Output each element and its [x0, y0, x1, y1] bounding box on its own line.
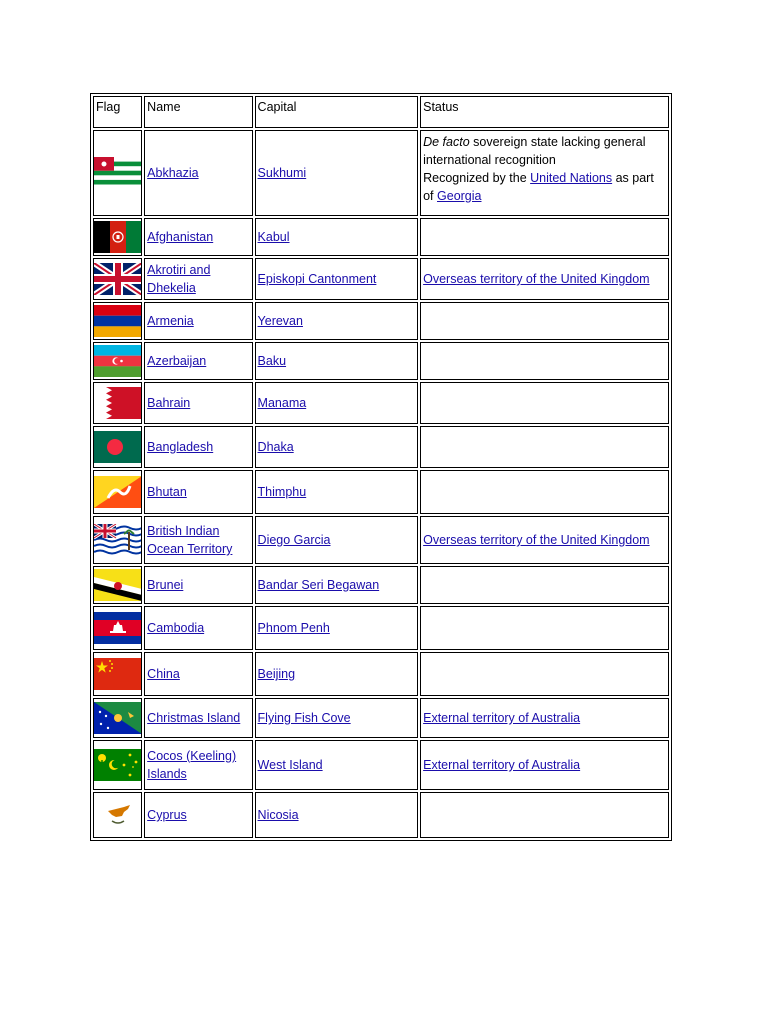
flag-cell: [93, 792, 142, 838]
table-row: [93, 342, 669, 380]
name-cell: [144, 792, 252, 838]
capital-cell: [255, 740, 419, 790]
table-row: [93, 382, 669, 424]
brunei-flag-icon: [94, 569, 142, 601]
status-cell: [420, 470, 669, 514]
status-cell: [420, 606, 669, 650]
header-status: Status: [420, 96, 669, 128]
table-row: [93, 516, 669, 564]
capital-link[interactable]: Dhaka: [257, 440, 294, 454]
capital-link[interactable]: Baku: [257, 354, 287, 368]
table-row: [93, 302, 669, 340]
capital-link[interactable]: Beijing: [257, 667, 296, 681]
capital-cell: [255, 652, 419, 696]
country-link[interactable]: Armenia: [147, 314, 194, 328]
capital-link[interactable]: Diego Garcia: [257, 533, 331, 547]
table-row: [93, 426, 669, 468]
name-cell: [144, 218, 252, 256]
country-link[interactable]: Cyprus: [147, 808, 187, 822]
header-capital: Capital: [255, 96, 419, 128]
flag-cell: [93, 342, 142, 380]
header-name: Name: [144, 96, 252, 128]
header-flag: Flag: [93, 96, 142, 128]
country-link[interactable]: Bhutan: [147, 485, 187, 499]
abkhazia-flag-icon: [94, 157, 142, 189]
flag-cell: [93, 258, 142, 300]
capital-cell: [255, 516, 419, 564]
status-cell: [420, 792, 669, 838]
country-link[interactable]: British Indian Ocean Territory: [147, 524, 233, 556]
flag-cell: [93, 516, 142, 564]
table-row: [93, 740, 669, 790]
capital-cell: [255, 566, 419, 604]
flag-cell: [93, 740, 142, 790]
flag-cell: [93, 698, 142, 738]
capital-link[interactable]: West Island: [257, 758, 323, 772]
bangladesh-flag-icon: [94, 431, 142, 463]
name-cell: [144, 382, 252, 424]
capital-cell: [255, 130, 419, 216]
flag-cell: [93, 218, 142, 256]
header-row: [93, 96, 669, 128]
flag-cell: [93, 470, 142, 514]
status-cell: [420, 302, 669, 340]
status-link[interactable]: Overseas territory of the United Kingdom: [423, 533, 650, 547]
status-cell: [420, 740, 669, 790]
status-cell: [420, 342, 669, 380]
status-cell: [420, 218, 669, 256]
armenia-flag-icon: [94, 305, 142, 337]
capital-link[interactable]: Thimphu: [257, 485, 307, 499]
country-link[interactable]: Bahrain: [147, 396, 191, 410]
name-cell: [144, 426, 252, 468]
countries-table: [90, 93, 672, 841]
capital-link[interactable]: Episkopi Cantonment: [257, 272, 377, 286]
table-row: [93, 606, 669, 650]
status-link[interactable]: External territory of Australia: [423, 758, 581, 772]
flag-cell: [93, 606, 142, 650]
name-cell: [144, 516, 252, 564]
cyprus-flag-icon: [94, 799, 142, 831]
table-row: [93, 698, 669, 738]
table-row: [93, 792, 669, 838]
country-link[interactable]: Azerbaijan: [147, 354, 207, 368]
azerbaijan-flag-icon: [94, 345, 142, 377]
uk-flag-icon: [94, 263, 142, 295]
name-cell: [144, 698, 252, 738]
capital-cell: [255, 382, 419, 424]
name-cell: [144, 566, 252, 604]
flag-cell: [93, 130, 142, 216]
flag-cell: [93, 426, 142, 468]
status-cell: [420, 652, 669, 696]
name-cell: [144, 740, 252, 790]
status-italic-text: De facto: [423, 135, 470, 149]
capital-cell: [255, 258, 419, 300]
capital-cell: [255, 792, 419, 838]
capital-cell: [255, 698, 419, 738]
status-cell: [420, 130, 669, 216]
country-link[interactable]: Christmas Island: [147, 711, 241, 725]
status-text: as part of: [423, 171, 654, 203]
status-text: Recognized by the: [423, 171, 531, 185]
capital-link[interactable]: Phnom Penh: [257, 621, 330, 635]
table-row: [93, 130, 669, 216]
name-cell: [144, 606, 252, 650]
table-row: [93, 218, 669, 256]
capital-cell: [255, 342, 419, 380]
country-link[interactable]: Cambodia: [147, 621, 205, 635]
capital-link[interactable]: Kabul: [257, 230, 290, 244]
status-cell: [420, 382, 669, 424]
capital-cell: [255, 606, 419, 650]
country-link[interactable]: Brunei: [147, 578, 184, 592]
status-cell: [420, 516, 669, 564]
cocos-islands-flag-icon: [94, 749, 142, 781]
capital-link[interactable]: Bandar Seri Begawan: [257, 578, 380, 592]
status-cell: [420, 426, 669, 468]
name-cell: [144, 342, 252, 380]
name-cell: [144, 652, 252, 696]
bhutan-flag-icon: [94, 476, 142, 508]
name-cell: [144, 258, 252, 300]
status-cell: [420, 566, 669, 604]
capital-cell: [255, 426, 419, 468]
status-cell: [420, 258, 669, 300]
flag-cell: [93, 566, 142, 604]
capital-link[interactable]: Flying Fish Cove: [257, 711, 351, 725]
status-link[interactable]: Overseas territory of the United Kingdom: [423, 272, 650, 286]
status-text: sovereign state lacking general international recognition: [423, 135, 646, 167]
bahrain-flag-icon: [94, 387, 142, 419]
country-link[interactable]: Afghanistan: [147, 230, 214, 244]
flag-cell: [93, 382, 142, 424]
capital-cell: [255, 302, 419, 340]
country-link[interactable]: China: [147, 667, 180, 681]
capital-cell: [255, 470, 419, 514]
cambodia-flag-icon: [94, 612, 142, 644]
status-link[interactable]: External territory of Australia: [423, 711, 581, 725]
flag-cell: [93, 302, 142, 340]
name-cell: [144, 302, 252, 340]
status-cell: [420, 698, 669, 738]
capital-link[interactable]: Manama: [257, 396, 307, 410]
capital-link[interactable]: Nicosia: [257, 808, 299, 822]
name-cell: [144, 130, 252, 216]
table-row: [93, 566, 669, 604]
country-link[interactable]: Akrotiri and Dhekelia: [147, 263, 211, 295]
biot-flag-icon: [94, 524, 142, 556]
flag-cell: [93, 652, 142, 696]
georgia-link[interactable]: Georgia: [437, 189, 482, 203]
capital-link[interactable]: Sukhumi: [257, 166, 307, 180]
table-row: [93, 258, 669, 300]
united-nations-link[interactable]: United Nations: [530, 171, 613, 185]
capital-cell: [255, 218, 419, 256]
table-row: [93, 470, 669, 514]
name-cell: [144, 470, 252, 514]
capital-link[interactable]: Yerevan: [257, 314, 303, 328]
afghanistan-flag-icon: [94, 221, 142, 253]
country-link[interactable]: Bangladesh: [147, 440, 214, 454]
table-row: [93, 652, 669, 696]
country-link[interactable]: Abkhazia: [147, 166, 199, 180]
china-flag-icon: [94, 658, 142, 690]
christmas-island-flag-icon: [94, 702, 142, 734]
country-link[interactable]: Cocos (Keeling) Islands: [147, 749, 237, 781]
